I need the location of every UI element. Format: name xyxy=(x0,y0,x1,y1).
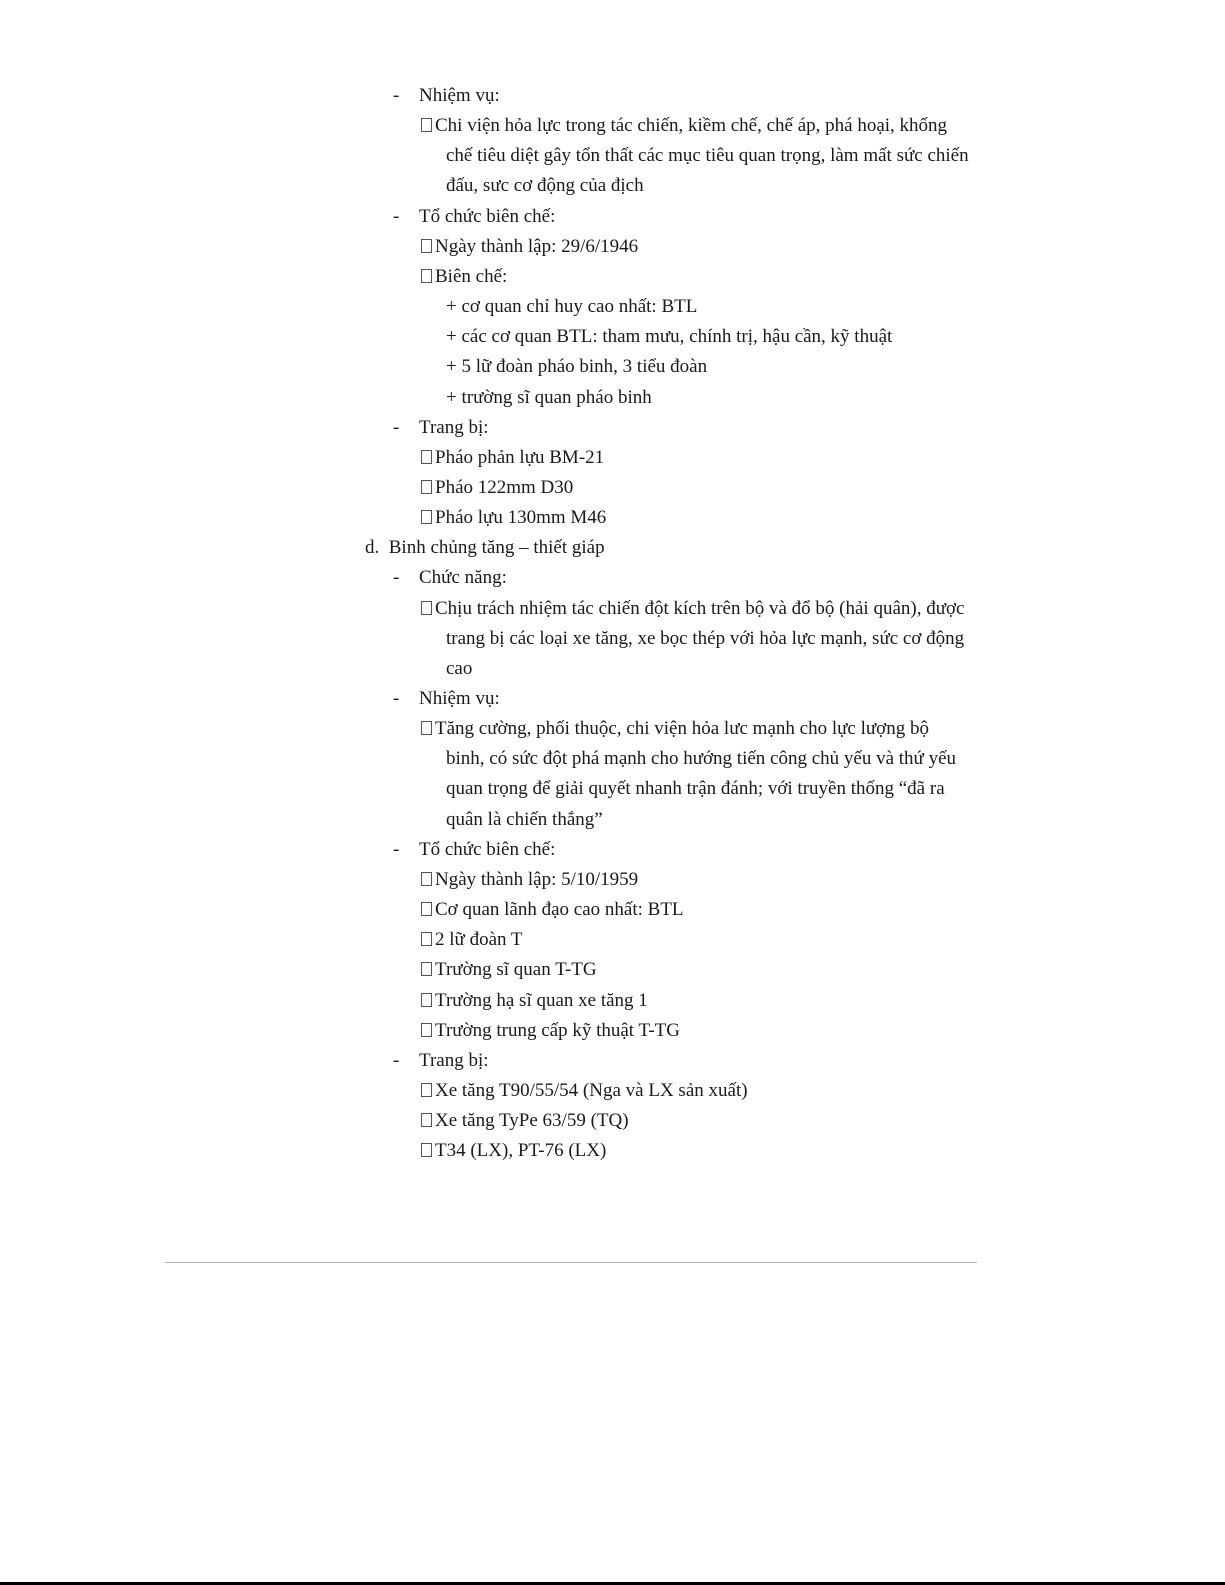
section-label: Trang bị: xyxy=(419,1050,489,1071)
checkbox-bullet-icon xyxy=(421,872,432,886)
text-line: + trường sĩ quan pháo binh xyxy=(446,387,652,408)
bullet-text: Chi viện hỏa lực trong tác chiến, kiềm chế, chế áp, phá hoại, khống xyxy=(435,115,948,136)
checkbox-bullet-icon xyxy=(421,1083,432,1097)
bullet-text: Trường trung cấp kỹ thuật T-TG xyxy=(435,1020,680,1041)
list-dash: - xyxy=(393,1050,400,1071)
section-label: Tổ chức biên chế: xyxy=(419,839,556,860)
section-heading: d. Binh chủng tăng – thiết giáp xyxy=(365,537,605,558)
section-label: Tổ chức biên chế: xyxy=(419,206,556,227)
bullet-item xyxy=(421,476,573,500)
bullet-item xyxy=(421,1139,606,1163)
bullet-text: Chịu trách nhiệm tác chiến đột kích trên bộ và đổ bộ (hải quân), được xyxy=(435,598,965,619)
bullet-item xyxy=(421,898,684,922)
text-line: cao xyxy=(446,658,473,679)
bullet-text: Pháo lựu 130mm M46 xyxy=(435,507,607,528)
text-line: trang bị các loại xe tăng, xe bọc thép với hỏa lực mạnh, sức cơ động xyxy=(446,628,965,649)
checkbox-bullet-icon xyxy=(421,118,432,132)
bullet-item xyxy=(421,958,597,982)
bullet-text: Biên chế: xyxy=(435,266,508,287)
bullet-text: Cơ quan lãnh đạo cao nhất: BTL xyxy=(435,899,684,920)
bullet-item xyxy=(421,597,965,621)
page-divider xyxy=(165,1262,977,1263)
bullet-item xyxy=(421,114,947,138)
bullet-text: Pháo phản lựu BM-21 xyxy=(435,447,605,468)
text-line: binh, có sức đột phá mạnh cho hướng tiến công chủ yếu và thứ yếu xyxy=(446,748,957,769)
text-line: + 5 lữ đoàn pháo binh, 3 tiểu đoàn xyxy=(446,356,708,377)
checkbox-bullet-icon xyxy=(421,721,432,735)
bullet-text: Tăng cường, phối thuộc, chi viện hỏa lưc mạnh cho lực lượng bộ xyxy=(435,718,929,739)
bullet-text: Pháo 122mm D30 xyxy=(435,477,574,498)
bullet-text: Trường hạ sĩ quan xe tăng 1 xyxy=(435,990,648,1011)
checkbox-bullet-icon xyxy=(421,450,432,464)
list-dash: - xyxy=(393,85,400,106)
bullet-item xyxy=(421,989,648,1013)
bullet-item xyxy=(421,506,606,530)
list-dash: - xyxy=(393,688,400,709)
text-line: quân là chiến thắng” xyxy=(446,809,603,830)
checkbox-bullet-icon xyxy=(421,239,432,253)
bullet-text: Trường sĩ quan T-TG xyxy=(435,959,597,980)
bullet-item xyxy=(421,868,638,892)
text-line: đấu, sưc cơ động của địch xyxy=(446,175,644,196)
bullet-item xyxy=(421,1109,629,1133)
list-dash: - xyxy=(393,206,400,227)
bullet-text: Xe tăng T90/55/54 (Nga và LX sản xuất) xyxy=(435,1080,748,1101)
bullet-text: Ngày thành lập: 5/10/1959 xyxy=(435,869,639,890)
bullet-text: T34 (LX), PT-76 (LX) xyxy=(435,1140,607,1161)
bullet-item xyxy=(421,446,604,470)
checkbox-bullet-icon xyxy=(421,993,432,1007)
checkbox-bullet-icon xyxy=(421,1143,432,1157)
bullet-text: Xe tăng TyPe 63/59 (TQ) xyxy=(435,1110,629,1131)
checkbox-bullet-icon xyxy=(421,510,432,524)
checkbox-bullet-icon xyxy=(421,902,432,916)
section-label: Trang bị: xyxy=(419,417,489,438)
checkbox-bullet-icon xyxy=(421,1113,432,1127)
bullet-item xyxy=(421,1079,748,1103)
bullet-item xyxy=(421,928,523,952)
checkbox-bullet-icon xyxy=(421,962,432,976)
list-dash: - xyxy=(393,567,400,588)
checkbox-bullet-icon xyxy=(421,932,432,946)
bullet-item xyxy=(421,235,638,259)
checkbox-bullet-icon xyxy=(421,1023,432,1037)
text-line: chế tiêu diệt gây tổn thất các mục tiêu quan trọng, làm mất sức chiến xyxy=(446,145,969,166)
bullet-item xyxy=(421,717,929,741)
checkbox-bullet-icon xyxy=(421,480,432,494)
checkbox-bullet-icon xyxy=(421,601,432,615)
list-dash: - xyxy=(393,839,400,860)
bullet-text: 2 lữ đoàn T xyxy=(435,929,523,950)
text-line: + các cơ quan BTL: tham mưu, chính trị, hậu cần, kỹ thuật xyxy=(446,326,893,347)
bullet-item xyxy=(421,1019,680,1043)
text-line: quan trọng để giải quyết nhanh trận đánh; với truyền thống “đã ra xyxy=(446,778,945,799)
section-label: Chức năng: xyxy=(419,567,507,588)
checkbox-bullet-icon xyxy=(421,269,432,283)
section-label: Nhiệm vụ: xyxy=(419,85,500,106)
bullet-text: Ngày thành lập: 29/6/1946 xyxy=(435,236,639,257)
list-dash: - xyxy=(393,417,400,438)
text-line: + cơ quan chỉ huy cao nhất: BTL xyxy=(446,296,698,317)
bullet-item xyxy=(421,265,507,289)
section-label: Nhiệm vụ: xyxy=(419,688,500,709)
